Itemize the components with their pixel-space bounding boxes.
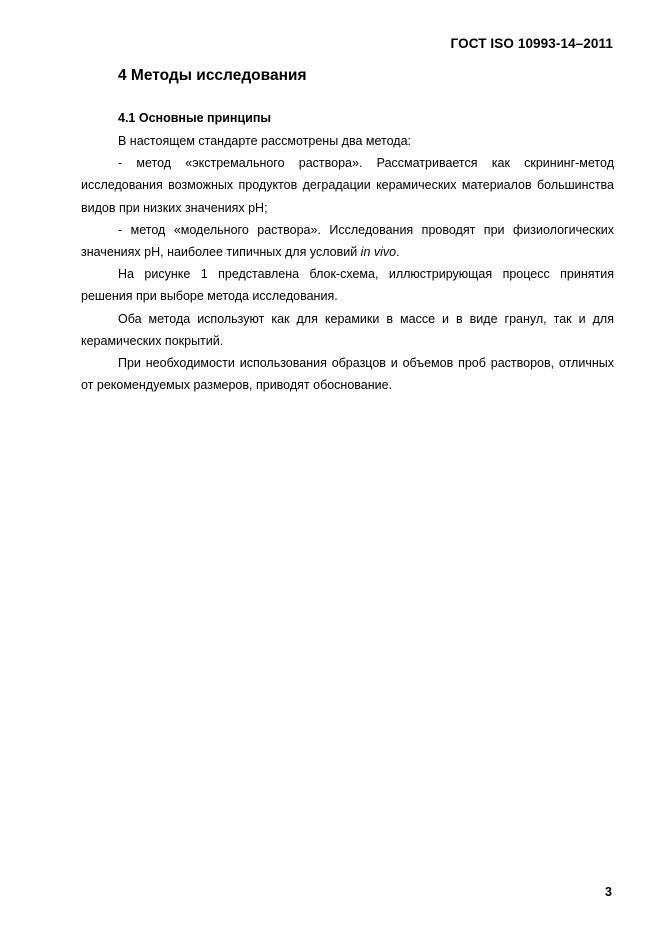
method-model-end: . <box>396 245 400 260</box>
subsection-title: 4.1 Основные принципы <box>118 111 272 125</box>
paragraph-method-extreme-solution: - метод «экстремального раствора». Рассматривается как скрининг-метод исследования возможных продуктов деградации керамических материалов большинства видов при низких значениях pH; <box>81 156 614 215</box>
page-number: 3 <box>605 885 612 899</box>
in-vivo-term: in vivo <box>360 245 397 260</box>
paragraph-intro: В настоящем стандарте рассмотрены два метода: <box>118 134 411 148</box>
body-text <box>81 130 614 396</box>
paragraph-justification: При необходимости использования образцов и объемов проб растворов, отличных от рекомендуемых размеров, приводят обоснование. <box>81 356 614 393</box>
method-model-text: - метод «модельного раствора». Исследования проводят при физиологических значениях pH, наиболее типичных для условий <box>81 222 614 260</box>
paragraph-figure-reference: На рисунке 1 представлена блок-схема, иллюстрирующая процесс принятия решения при выборе метода исследования. <box>81 267 614 304</box>
document-standard-code: ГОСТ ISO 10993-14–2011 <box>450 36 613 51</box>
section-title: 4 Методы исследования <box>118 67 307 84</box>
paragraph-both-methods: Оба метода используют как для керамики в массе и в виде гранул, так и для керамических покрытий. <box>81 311 614 348</box>
paragraph-method-model-solution <box>81 219 614 263</box>
